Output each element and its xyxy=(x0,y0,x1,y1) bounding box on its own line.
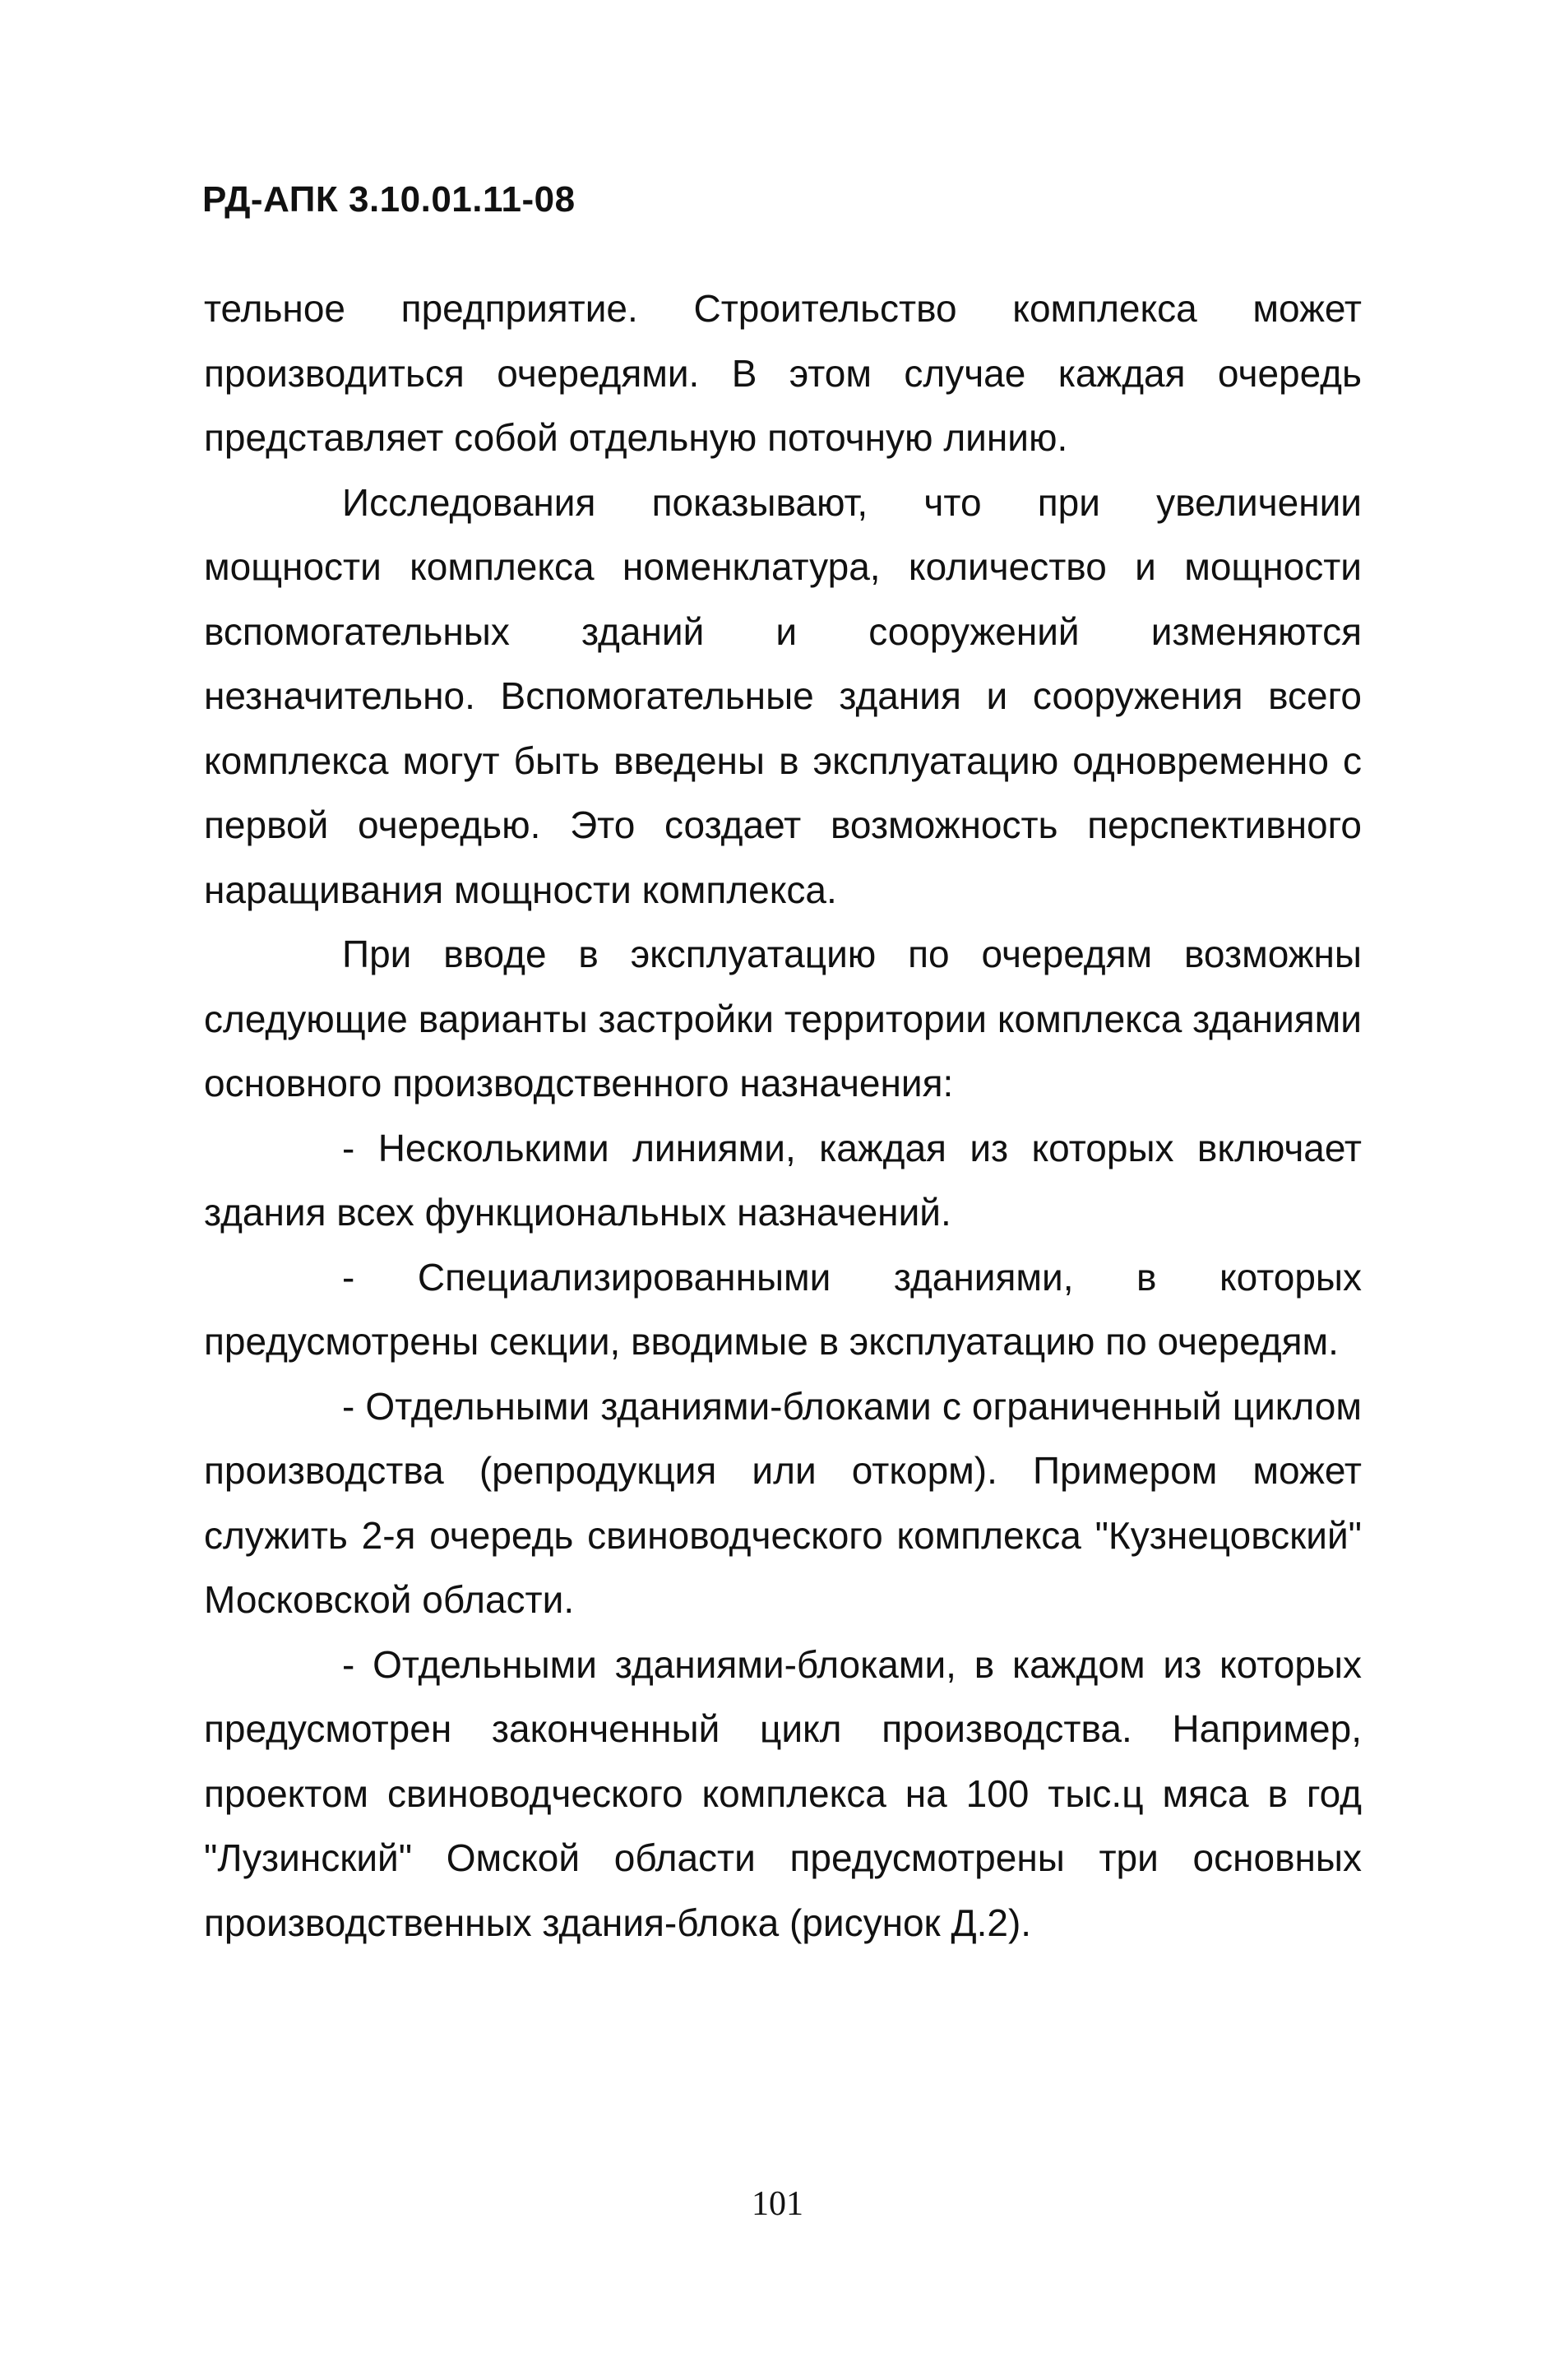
document-code-header: РД-АПК 3.10.01.11-08 xyxy=(202,179,576,220)
paragraph-research: Исследования показывают, что при увеличении мощности комплекса номенклатура, количество и мощности вспомогательных зданий и сооружений изменяются незначительно. Вспомогательные здания и сооружения всего комплекса могут быть введены в эксплуатацию одновременно с первой очередью. Это создает возможность перспективного наращивания мощности комплекса. xyxy=(204,480,1362,911)
list-item-specialized-buildings: - Специализированными зданиями, в которых предусмотрены секции, вводимые в эксплуатацию по очередям. xyxy=(204,1255,1362,1363)
list-item-limited-cycle-blocks: - Отдельными зданиями-блоками с ограниченный циклом производства (репродукция или откорм). Примером может служить 2-я очередь свиноводческого комплекса "Кузнецовский" Московской области. xyxy=(204,1384,1362,1621)
paragraph-continuation: тельное предприятие. Строительство комплекса может производиться очередями. В этом случае каждая очередь представляет собой отдельную поточную линию. xyxy=(204,287,1362,459)
paragraph-variants-intro: При вводе в эксплуатацию по очередям возможны следующие варианты застройки территории комплекса зданиями основного производственного назначения: xyxy=(204,933,1362,1104)
list-item-complete-cycle-blocks: - Отдельными зданиями-блоками, в каждом из которых предусмотрен законченный цикл производства. Например, проектом свиноводческого комплекса на 100 тыс.ц мяса в год "Лузинский" Омской области предусмотрены три основных производственных здания-блока (рисунок Д.2). xyxy=(204,1642,1362,1944)
list-item-several-lines: - Несколькими линиями, каждая из которых включает здания всех функциональных назначений. xyxy=(204,1126,1362,1234)
page-number: 101 xyxy=(752,2185,803,2223)
body-text xyxy=(204,276,1362,1955)
